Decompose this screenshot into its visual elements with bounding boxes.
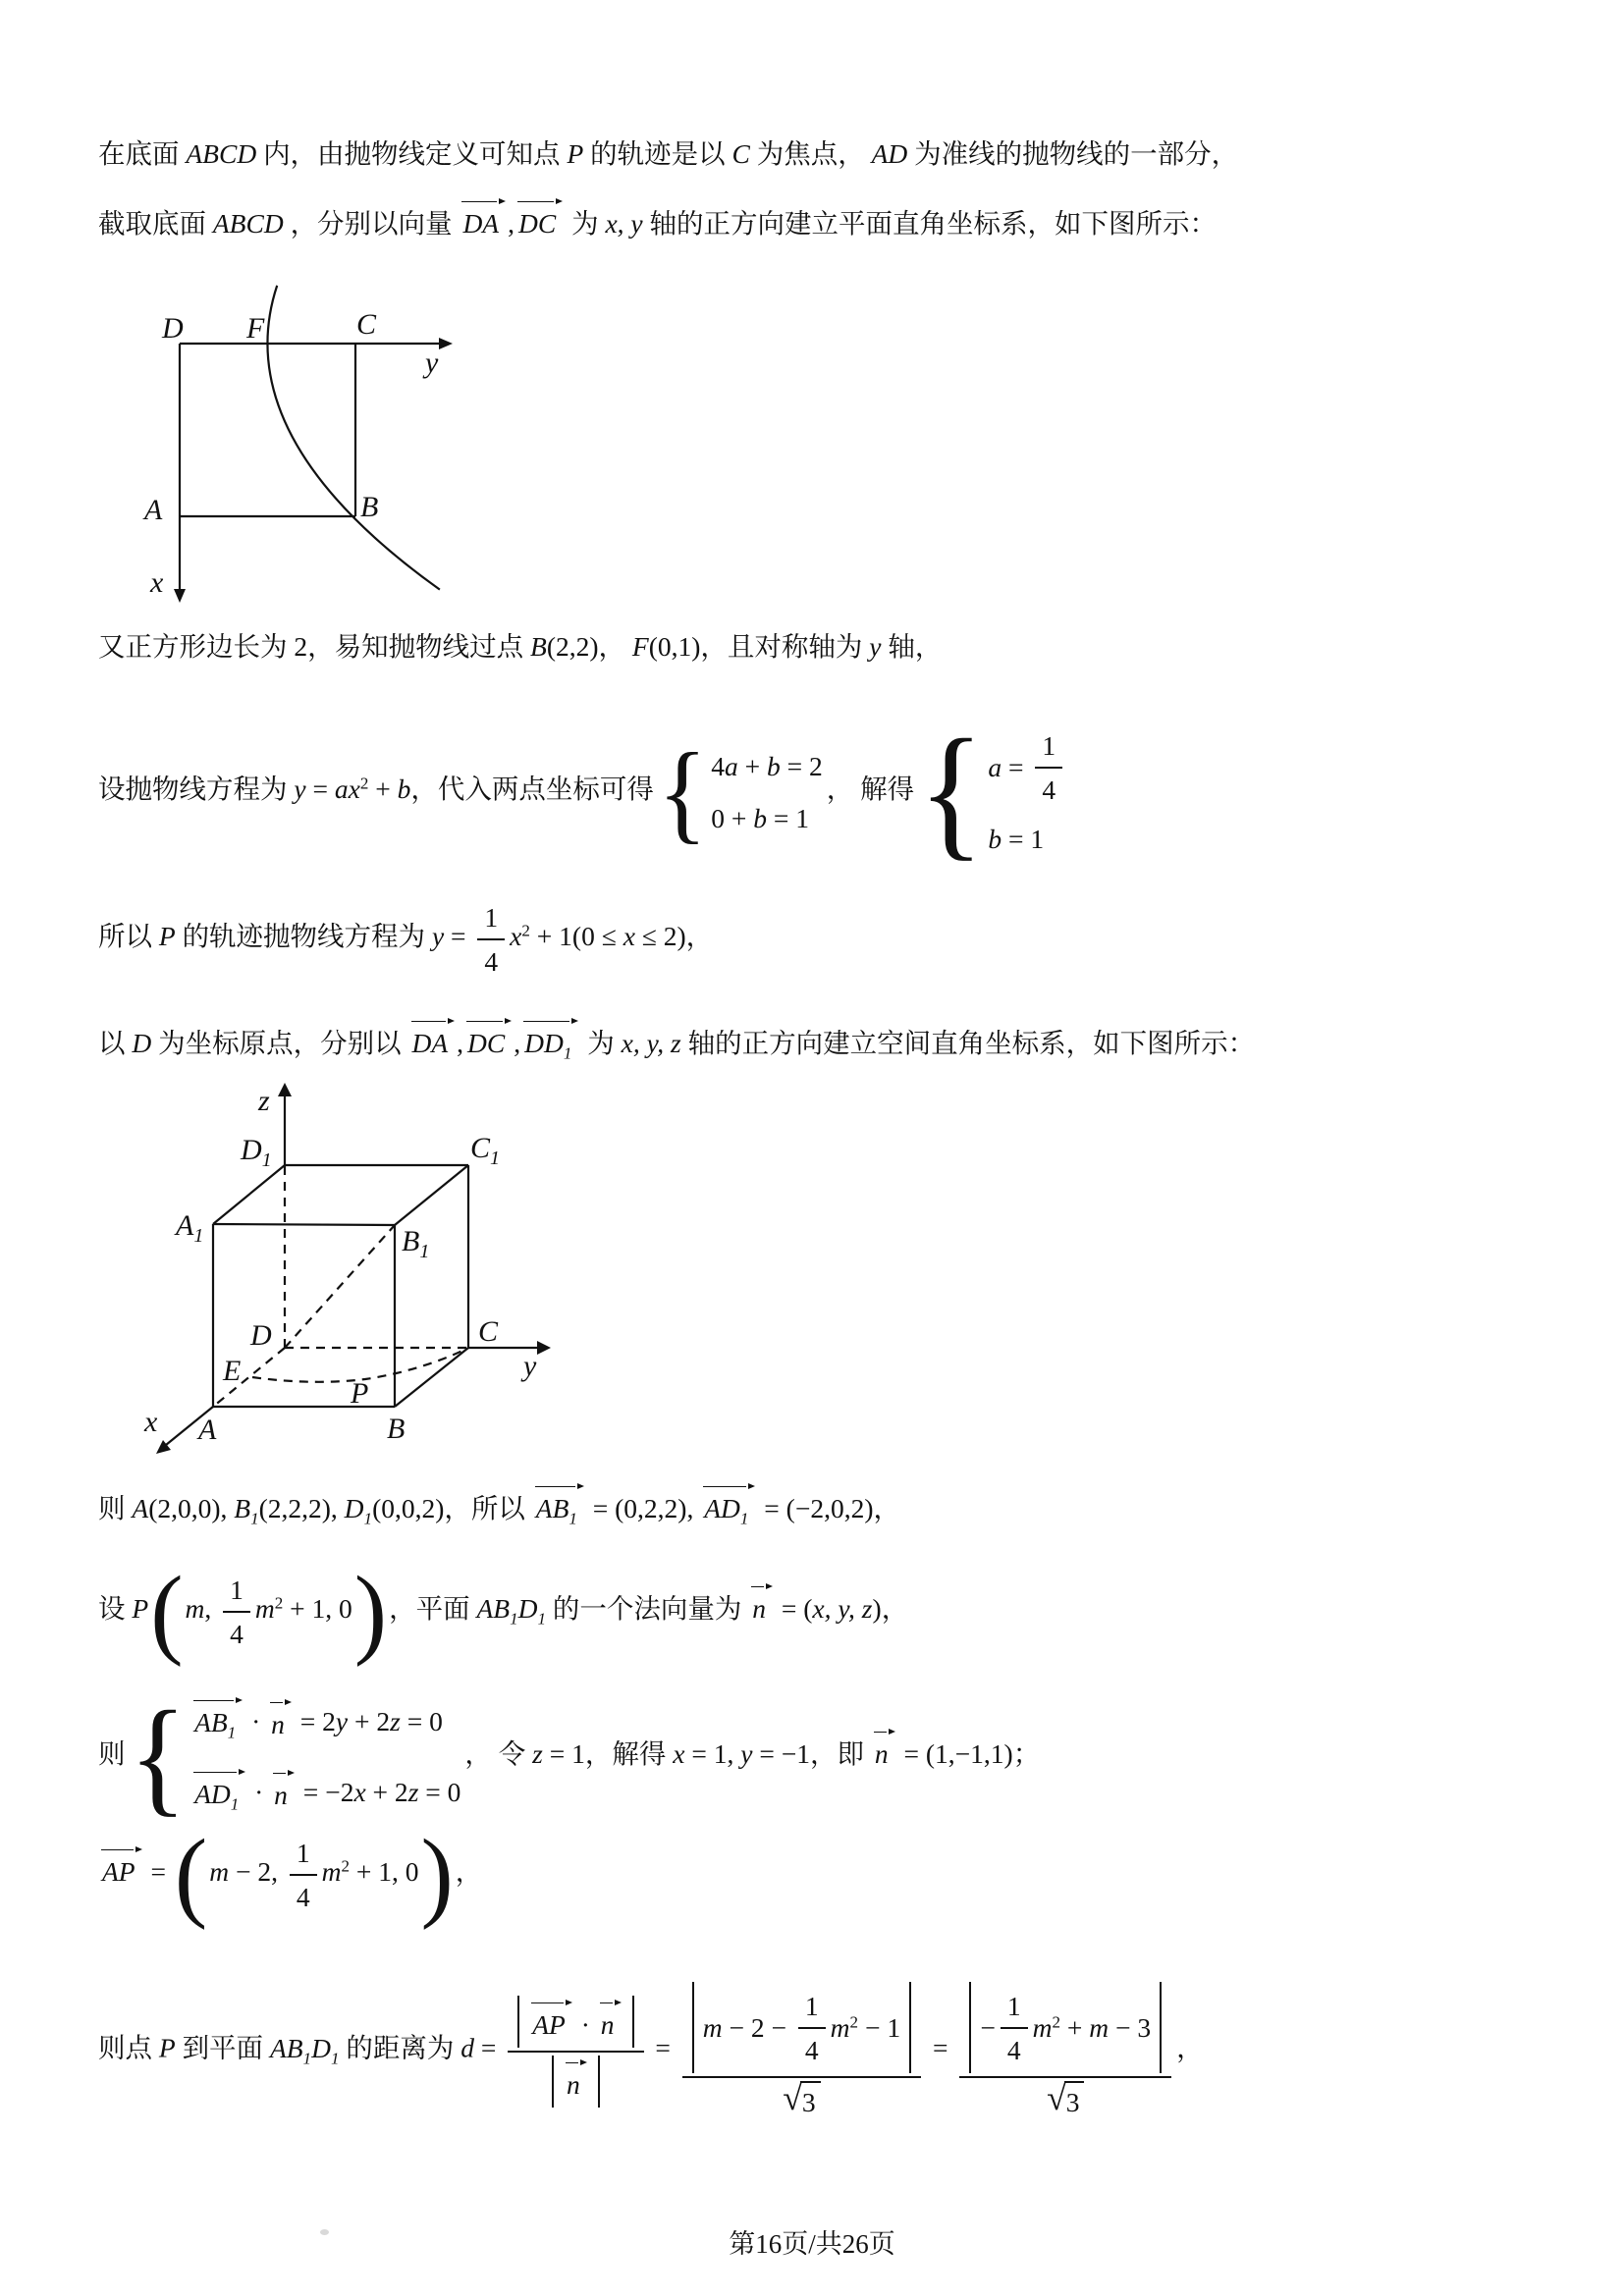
text-run: = ( bbox=[774, 1592, 813, 1624]
text-run: 为 bbox=[580, 1028, 622, 1058]
text-run: $AD_1$ bbox=[193, 1772, 241, 1816]
text-run: 2 bbox=[849, 2012, 859, 2032]
text-run: x bbox=[623, 920, 635, 951]
fig2-labels bbox=[143, 1085, 537, 1446]
denominator: 4 bbox=[1042, 774, 1056, 806]
figure-3d-cube bbox=[93, 1075, 584, 1468]
formula-text bbox=[464, 1738, 1040, 1769]
text-run: m bbox=[1089, 2012, 1110, 2044]
denominator: 4 bbox=[230, 1619, 244, 1650]
text-run: x bbox=[353, 1777, 366, 1808]
formula-text bbox=[1033, 2009, 1152, 2046]
paragraph-point-P-normal bbox=[98, 1554, 909, 1668]
equation-system-3 bbox=[129, 1684, 461, 1829]
absolute-value bbox=[552, 2056, 600, 2108]
text-run: x bbox=[673, 1737, 685, 1769]
denominator bbox=[783, 2078, 820, 2120]
text-run: + bbox=[1060, 2012, 1090, 2044]
text-run: n bbox=[270, 1702, 287, 1742]
text-run: $D_1$ bbox=[311, 2032, 340, 2067]
text-run: ， bbox=[685, 920, 714, 951]
text-run: (0,1) bbox=[648, 631, 701, 662]
text-run: P bbox=[132, 1592, 149, 1624]
edge-D1A1 bbox=[213, 1165, 285, 1224]
system-lines bbox=[988, 726, 1067, 857]
text-run: · bbox=[244, 1705, 268, 1736]
radicand: 3 bbox=[800, 2081, 821, 2120]
paragraph-setup-3d-axes bbox=[98, 1019, 1255, 1065]
text-run: F bbox=[631, 631, 649, 662]
text-run: y bbox=[869, 631, 882, 662]
text-run: + 2 bbox=[348, 1705, 391, 1736]
text-run: b bbox=[988, 824, 1002, 855]
text-run: = (0,2,2), bbox=[585, 1493, 701, 1523]
fig2-label-D1: $D_1$ bbox=[241, 1134, 272, 1171]
formula-text bbox=[98, 1738, 126, 1769]
text-run: x bbox=[510, 920, 522, 951]
text-run: 4 bbox=[711, 750, 726, 781]
text-run: b bbox=[767, 750, 781, 781]
left-paren: ( bbox=[150, 1554, 184, 1668]
text-run: 轴， bbox=[881, 631, 943, 662]
square-root bbox=[1047, 2078, 1084, 2120]
text-run: DC bbox=[466, 1021, 507, 1061]
equation-line bbox=[190, 1770, 460, 1816]
text-run: B bbox=[530, 631, 547, 662]
text-run: y bbox=[294, 774, 306, 804]
text-run: = −2 bbox=[296, 1777, 354, 1808]
fig1-label-B: B bbox=[360, 491, 379, 523]
text-run: a bbox=[988, 752, 1002, 783]
figure-2d-parabola bbox=[93, 271, 471, 616]
text-run: 内，由抛物线定义可知点 bbox=[256, 138, 568, 169]
text-run: 2 bbox=[359, 774, 369, 793]
parabola-curve bbox=[267, 286, 439, 590]
text-run: = bbox=[305, 774, 335, 804]
fig1-label-F: F bbox=[246, 312, 265, 345]
text-run: = (1,−1,1) bbox=[896, 1737, 1013, 1769]
formula-text bbox=[186, 1593, 219, 1624]
text-run: ，且对称轴为 bbox=[700, 631, 870, 662]
text-run: = 1 bbox=[767, 802, 810, 833]
text-run: ≤ 2) bbox=[634, 920, 686, 951]
paragraph-parabola-equation bbox=[98, 898, 713, 980]
formula-text bbox=[703, 2009, 793, 2046]
fig1-label-C: C bbox=[356, 308, 377, 341]
text-run: = 1，解得 bbox=[542, 1737, 674, 1769]
numerator: 1 bbox=[798, 1987, 826, 2029]
denominator: 4 bbox=[804, 2035, 819, 2066]
paragraph-coordinates bbox=[98, 1484, 900, 1530]
text-run: 则点 bbox=[98, 2032, 159, 2063]
numerator bbox=[508, 1995, 643, 2053]
formula-text bbox=[988, 749, 1030, 785]
text-run: $AB_1$ bbox=[193, 1700, 238, 1744]
fig2-label-E: E bbox=[223, 1355, 242, 1387]
text-run: m bbox=[185, 1592, 205, 1624]
left-brace: { bbox=[129, 1684, 188, 1829]
text-run: + 2 bbox=[365, 1777, 408, 1808]
numerator: 1 bbox=[223, 1571, 250, 1613]
text-run: 为准线的抛物线的一部分， bbox=[907, 138, 1239, 169]
text-run: n bbox=[874, 1732, 891, 1772]
paragraph-vector-AP bbox=[98, 1817, 483, 1931]
text-run: 设 bbox=[98, 1592, 133, 1624]
text-run: x, y, z bbox=[621, 1028, 681, 1058]
text-run: 则 bbox=[98, 1737, 126, 1769]
numerator: 1 bbox=[1035, 726, 1062, 769]
text-run: d bbox=[460, 2032, 474, 2063]
text-run: (2,0,0), bbox=[148, 1493, 235, 1523]
numerator bbox=[682, 1981, 921, 2078]
text-run: z bbox=[390, 1705, 401, 1736]
text-run: $D_1$ bbox=[517, 1592, 546, 1629]
absolute-value bbox=[969, 1982, 1162, 2073]
text-run: = bbox=[444, 920, 473, 951]
text-run: P bbox=[158, 920, 176, 951]
text-run: (2,2) bbox=[546, 631, 599, 662]
text-run: (0,0,2) bbox=[372, 1493, 445, 1523]
text-run: ax bbox=[334, 774, 360, 804]
text-run: 2 bbox=[274, 1593, 284, 1613]
right-paren: ) bbox=[353, 1554, 388, 1668]
text-run: 的一个法向量为 bbox=[545, 1592, 749, 1624]
paragraph-normal-system bbox=[98, 1684, 1041, 1829]
denominator: 4 bbox=[296, 1882, 310, 1913]
edge-A1B1 bbox=[213, 1224, 395, 1225]
formula-text bbox=[389, 1592, 909, 1629]
text-run: = 0 bbox=[418, 1777, 461, 1808]
text-run: DA bbox=[461, 201, 501, 241]
text-run: $DD_1$ bbox=[523, 1021, 573, 1065]
absolute-value bbox=[517, 1996, 633, 2048]
text-run: · bbox=[573, 2008, 597, 2040]
numerator: 1 bbox=[1001, 1987, 1028, 2029]
text-run: AP bbox=[101, 1849, 137, 1890]
text-run: (2,2,2), bbox=[258, 1493, 345, 1523]
formula-text bbox=[98, 1856, 173, 1887]
left-brace: { bbox=[657, 728, 708, 854]
text-run: ， bbox=[873, 1493, 900, 1523]
formula-text bbox=[98, 2032, 504, 2067]
text-run: y bbox=[335, 1705, 349, 1736]
text-run: , bbox=[514, 1028, 521, 1058]
edge-B1C1 bbox=[395, 1165, 468, 1225]
text-run: = 1 bbox=[1001, 824, 1045, 855]
text-run: m bbox=[830, 2012, 850, 2044]
text-run: $AB_1$ bbox=[269, 2032, 312, 2067]
fig2-label-z: z bbox=[258, 1085, 270, 1117]
edge-BC bbox=[395, 1348, 468, 1407]
text-run: + bbox=[737, 750, 768, 781]
text-run: DA bbox=[411, 1021, 451, 1061]
fraction bbox=[223, 1571, 250, 1652]
text-run: = bbox=[143, 1855, 173, 1887]
formula-text bbox=[322, 1856, 419, 1887]
text-run: ，所以 bbox=[444, 1493, 532, 1523]
text-run: 的距离为 bbox=[339, 2032, 461, 2063]
text-run: 轴的正方向建立空间直角坐标系，如下图所示： bbox=[680, 1028, 1256, 1058]
y-axis-arrow-icon bbox=[439, 338, 453, 349]
formula-text bbox=[1176, 2033, 1204, 2063]
square-root bbox=[783, 2078, 820, 2120]
text-run: − bbox=[980, 2012, 996, 2044]
text-run: m bbox=[1032, 2012, 1053, 2044]
fig2-label-B1: $B_1$ bbox=[402, 1225, 430, 1262]
denominator: 4 bbox=[1006, 2035, 1021, 2066]
text-run: − 3 bbox=[1109, 2012, 1152, 2044]
fraction-d1 bbox=[508, 1995, 643, 2108]
formula-text bbox=[528, 2001, 623, 2043]
system-lines bbox=[190, 1698, 460, 1815]
text-run: D bbox=[132, 1028, 152, 1058]
fig2-label-D: D bbox=[250, 1319, 272, 1352]
formula-text bbox=[563, 2060, 589, 2103]
fig2-label-C: C bbox=[478, 1315, 499, 1348]
text-run: = bbox=[648, 2032, 677, 2063]
text-run: (0 ≤ bbox=[571, 920, 623, 951]
text-run: P bbox=[158, 2032, 176, 2063]
text-run: = (−2,0,2) bbox=[757, 1493, 874, 1523]
text-run: $B_1$ bbox=[234, 1493, 259, 1528]
radical-icon: √ bbox=[783, 2078, 802, 2118]
equation-system-2 bbox=[918, 709, 1067, 874]
text-run: ， bbox=[881, 1592, 909, 1624]
equation-line bbox=[988, 821, 1044, 857]
text-run: ，平面 bbox=[389, 1592, 477, 1624]
text-run: ， bbox=[455, 1855, 483, 1887]
z-axis-arrow-icon bbox=[278, 1083, 292, 1096]
text-run: n bbox=[751, 1586, 768, 1627]
paragraph-square-side bbox=[98, 628, 942, 665]
text-run: n bbox=[600, 2002, 617, 2043]
text-run: = 1, bbox=[684, 1737, 741, 1769]
absolute-value bbox=[692, 1982, 911, 2073]
paragraph-distance-formula bbox=[98, 1981, 1204, 2120]
paragraph-intro bbox=[98, 135, 1238, 172]
fig2-label-B: B bbox=[387, 1413, 406, 1445]
text-run: 为焦点， bbox=[749, 138, 872, 169]
equation-line bbox=[711, 748, 823, 784]
text-run: 的轨迹抛物线方程为 bbox=[175, 920, 432, 951]
formula-text bbox=[926, 2033, 954, 2063]
text-run: 设抛物线方程为 bbox=[98, 774, 295, 804]
text-run: 到平面 bbox=[175, 2032, 270, 2063]
x-axis-arrow-icon bbox=[174, 589, 186, 603]
fraction bbox=[290, 1834, 317, 1915]
text-run: 为 bbox=[565, 208, 606, 239]
text-run: A bbox=[132, 1493, 149, 1523]
text-run: = bbox=[926, 2032, 955, 2063]
equation-line bbox=[988, 726, 1067, 808]
text-run: 在底面 bbox=[98, 138, 187, 169]
fig2-label-P: P bbox=[351, 1377, 369, 1410]
text-run: P bbox=[567, 138, 584, 169]
formula-text bbox=[831, 2009, 900, 2046]
text-run: 以 bbox=[98, 1028, 133, 1058]
paragraph-solve-coefficients bbox=[98, 709, 1071, 874]
text-run: $AD_1$ bbox=[703, 1486, 750, 1530]
text-run: m bbox=[321, 1855, 342, 1887]
paragraph-setup-2d-axes bbox=[98, 199, 1217, 241]
text-run: = 0 bbox=[400, 1705, 443, 1736]
text-run: AP bbox=[531, 2002, 568, 2043]
text-run: y bbox=[740, 1737, 753, 1769]
left-brace: { bbox=[918, 709, 985, 874]
formula-text bbox=[649, 2033, 677, 2063]
text-run: 则 bbox=[98, 1493, 133, 1523]
fraction bbox=[798, 1987, 826, 2068]
formula-text bbox=[980, 2009, 996, 2046]
text-run: ； bbox=[1012, 1737, 1041, 1769]
text-run: m bbox=[702, 2012, 723, 2044]
formula-text bbox=[827, 774, 914, 804]
text-run: ，分别以向量 bbox=[283, 208, 460, 239]
numerator bbox=[959, 1981, 1171, 2078]
text-run: y bbox=[431, 920, 445, 951]
formula-text bbox=[456, 1856, 483, 1887]
text-run: − 2, bbox=[229, 1855, 285, 1887]
text-run: m bbox=[254, 1592, 275, 1624]
numerator: 1 bbox=[290, 1834, 317, 1876]
fig2-label-y: y bbox=[523, 1350, 537, 1382]
diagonal-DB1-dashed bbox=[285, 1225, 395, 1348]
right-paren: ) bbox=[420, 1817, 454, 1931]
text-run: 截取底面 bbox=[98, 208, 213, 239]
text-run: ，代入两点坐标可得 bbox=[410, 774, 654, 804]
text-run: DC bbox=[517, 201, 558, 241]
text-run: = −1，即 bbox=[752, 1737, 871, 1769]
text-run: − 1 bbox=[858, 2012, 901, 2044]
fig2-label-C1: $C_1$ bbox=[470, 1132, 501, 1169]
left-paren: ( bbox=[174, 1817, 208, 1931]
denominator: 4 bbox=[484, 946, 499, 978]
text-run: , bbox=[508, 208, 514, 239]
fraction-d3 bbox=[959, 1981, 1171, 2120]
text-run: AD bbox=[871, 138, 908, 169]
text-run: = bbox=[473, 2032, 504, 2063]
fig1-label-y: y bbox=[425, 347, 439, 379]
fig1-label-x: x bbox=[150, 566, 164, 599]
system-lines bbox=[711, 748, 823, 836]
denominator bbox=[549, 2053, 603, 2108]
formula-text bbox=[98, 921, 472, 951]
text-run: $AB_1$ bbox=[476, 1592, 518, 1629]
equation-line bbox=[711, 800, 809, 836]
text-run: = 2 bbox=[780, 750, 823, 781]
page-footer: 第16页/共26页 bbox=[729, 2229, 895, 2259]
text-run: ， 解得 bbox=[826, 774, 915, 804]
fraction bbox=[1035, 726, 1062, 808]
text-run: C bbox=[731, 138, 750, 169]
text-run: a bbox=[725, 750, 738, 781]
text-run: $D_1$ bbox=[344, 1493, 373, 1528]
text-run: n bbox=[273, 1773, 290, 1813]
text-run: ， bbox=[1176, 2032, 1204, 2063]
text-run: − 2 − bbox=[722, 2012, 793, 2044]
text-run: m bbox=[209, 1855, 230, 1887]
text-run: 所以 bbox=[98, 920, 159, 951]
formula-text bbox=[98, 1593, 148, 1624]
text-run: , bbox=[457, 1028, 464, 1058]
text-run: b bbox=[397, 774, 411, 804]
text-run: ABCD bbox=[212, 208, 284, 239]
text-run: 为坐标原点，分别以 bbox=[151, 1028, 408, 1058]
text-run: , bbox=[204, 1592, 219, 1624]
equation-system-1 bbox=[657, 728, 823, 854]
text-run: 轴的正方向建立平面直角坐标系，如下图所示： bbox=[642, 208, 1217, 239]
text-run: = bbox=[1001, 752, 1031, 783]
fig1-label-D: D bbox=[162, 312, 184, 345]
fig2-label-x: x bbox=[144, 1406, 158, 1438]
equation-line bbox=[190, 1698, 443, 1744]
fig1-lines bbox=[180, 286, 440, 591]
cube-hidden-edges bbox=[213, 1165, 468, 1407]
text-run: 2 bbox=[341, 1856, 350, 1876]
text-run: ， bbox=[598, 631, 632, 662]
fraction-d2 bbox=[682, 1981, 921, 2120]
text-run: 的轨迹是以 bbox=[583, 138, 732, 169]
text-run: 2 bbox=[521, 921, 530, 940]
text-run: = 2 bbox=[293, 1705, 336, 1736]
text-run: ABCD bbox=[186, 138, 257, 169]
radicand: 3 bbox=[1064, 2081, 1085, 2120]
text-run: n bbox=[566, 2062, 582, 2103]
text-run: x, y bbox=[605, 208, 643, 239]
text-run: z bbox=[532, 1737, 543, 1769]
fig2-label-A: A bbox=[198, 1414, 217, 1446]
text-run: + 1, 0 bbox=[349, 1855, 419, 1887]
text-run: $AB_1$ bbox=[535, 1486, 579, 1530]
fraction bbox=[477, 898, 505, 980]
formula-text bbox=[209, 1856, 285, 1887]
text-run: + bbox=[368, 774, 398, 804]
fraction bbox=[1001, 1987, 1028, 2068]
text-run: · bbox=[247, 1777, 271, 1808]
y-axis-arrow-icon bbox=[537, 1341, 551, 1355]
text-run: ) bbox=[872, 1592, 882, 1624]
formula-text bbox=[98, 774, 654, 804]
text-run: ， 令 bbox=[464, 1737, 533, 1769]
text-run: b bbox=[753, 802, 768, 833]
text-run: z bbox=[407, 1777, 419, 1808]
radical-icon: √ bbox=[1047, 2078, 1066, 2118]
text-run: + 1, 0 bbox=[283, 1592, 352, 1624]
formula-text bbox=[255, 1593, 352, 1624]
fig1-label-A: A bbox=[144, 494, 163, 526]
fig2-label-A1: $A_1$ bbox=[176, 1209, 204, 1247]
numerator: 1 bbox=[477, 898, 505, 940]
text-run: 0 + bbox=[711, 802, 754, 833]
text-run: x, y, z bbox=[812, 1592, 873, 1624]
text-run: 2 bbox=[1052, 2012, 1060, 2032]
text-run: + 1 bbox=[529, 920, 572, 951]
formula-text bbox=[510, 921, 713, 951]
denominator bbox=[1047, 2078, 1084, 2120]
text-run: 又正方形边长为 2，易知抛物线过点 bbox=[98, 631, 530, 662]
